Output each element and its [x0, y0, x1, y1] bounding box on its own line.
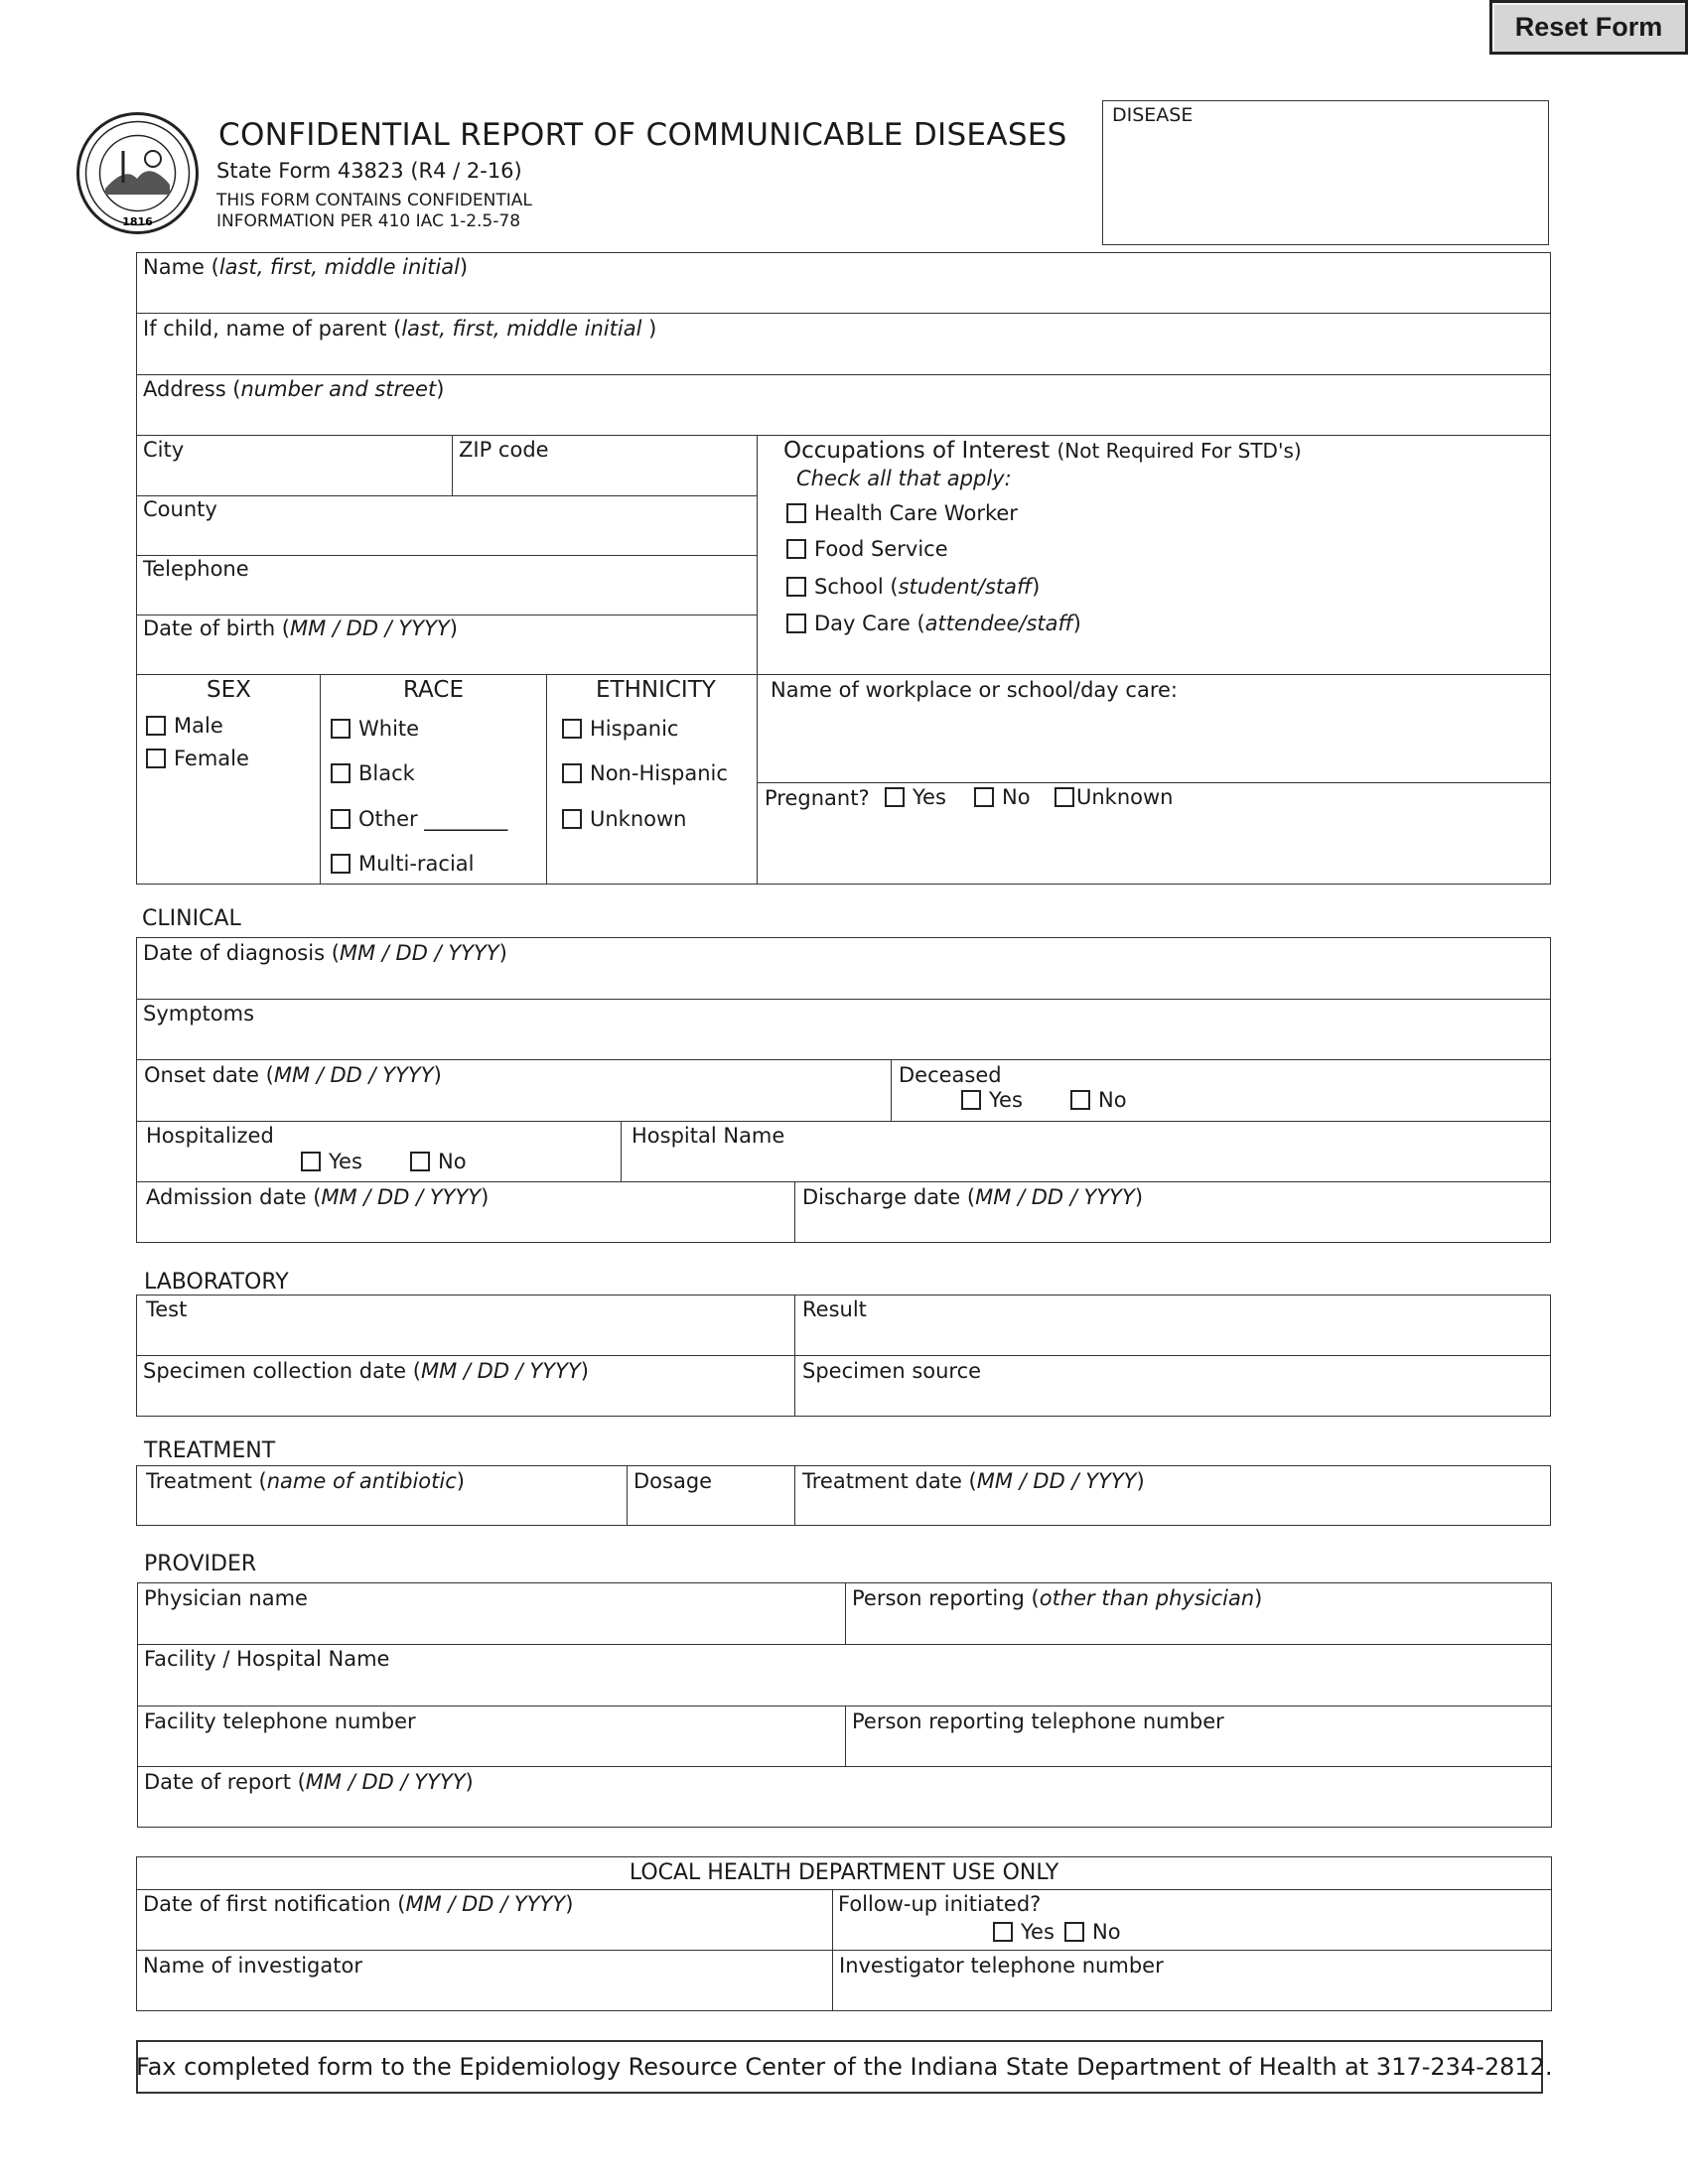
occupation-school[interactable]: School (student/staff) — [786, 575, 1040, 599]
specimen-source-label: Specimen source — [802, 1359, 982, 1383]
followup-yes-option[interactable]: Yes — [993, 1920, 1055, 1944]
local-health-header: LOCAL HEALTH DEPARTMENT USE ONLY — [629, 1860, 1059, 1885]
report-date-input[interactable] — [139, 1768, 1550, 1826]
diagnosis-date-label: Date of diagnosis (MM / DD / YYYY) — [143, 941, 507, 965]
hospitalized-yes-option[interactable]: Yes — [301, 1150, 362, 1173]
hospitalized-no-option[interactable]: No — [410, 1150, 467, 1173]
admission-date-input[interactable] — [137, 1183, 792, 1241]
discharge-date-input[interactable] — [796, 1183, 1549, 1241]
race-header: RACE — [403, 677, 464, 703]
race-white-option[interactable]: White — [331, 717, 419, 741]
provider-section-title: PROVIDER — [144, 1552, 257, 1576]
checkbox-icon[interactable] — [146, 749, 166, 768]
pregnant-unknown-option[interactable]: Unknown — [1055, 785, 1173, 809]
test-label: Test — [146, 1297, 188, 1321]
person-reporting-input[interactable] — [847, 1584, 1550, 1642]
parent-name-input[interactable] — [137, 315, 1549, 372]
checkbox-icon[interactable] — [331, 809, 351, 829]
physician-name-label: Physician name — [144, 1586, 308, 1610]
specimen-source-input[interactable] — [796, 1357, 1549, 1415]
treatment-date-input[interactable] — [796, 1467, 1549, 1524]
first-notification-label: Date of first notification (MM / DD / YYYY) — [143, 1892, 574, 1916]
treatment-date-label: Treatment date (MM / DD / YYYY) — [802, 1469, 1145, 1493]
sex-header: SEX — [207, 677, 251, 703]
checkbox-icon[interactable] — [786, 614, 806, 633]
investigator-name-label: Name of investigator — [143, 1954, 362, 1978]
reporter-phone-label: Person reporting telephone number — [852, 1709, 1224, 1733]
hospitalized-label: Hospitalized — [146, 1124, 274, 1148]
checkbox-icon[interactable] — [1055, 787, 1074, 807]
occupation-day-care[interactable]: Day Care (attendee/staff) — [786, 612, 1081, 635]
pregnant-yes-option[interactable]: Yes — [885, 785, 946, 809]
investigator-name-input[interactable] — [137, 1952, 830, 2009]
dob-label: Date of birth (MM / DD / YYYY) — [143, 616, 458, 640]
confidential-note-1: THIS FORM CONTAINS CONFIDENTIAL — [216, 191, 532, 210]
checkbox-icon[interactable] — [1070, 1090, 1090, 1110]
physician-name-input[interactable] — [139, 1584, 843, 1642]
specimen-collection-label: Specimen collection date (MM / DD / YYYY) — [143, 1359, 589, 1383]
address-label: Address (number and street) — [143, 377, 445, 401]
county-input[interactable] — [137, 497, 755, 554]
ethnicity-hispanic-option[interactable]: Hispanic — [562, 717, 678, 741]
parent-name-label: If child, name of parent (last, first, middle initial ) — [143, 317, 657, 341]
hospital-name-label: Hospital Name — [632, 1124, 785, 1148]
address-input[interactable] — [137, 376, 1549, 434]
form-title: CONFIDENTIAL REPORT OF COMMUNICABLE DISEASES — [218, 117, 1067, 153]
result-label: Result — [802, 1297, 867, 1321]
dosage-label: Dosage — [633, 1469, 713, 1493]
followup-no-option[interactable]: No — [1064, 1920, 1121, 1944]
facility-phone-input[interactable] — [139, 1707, 843, 1764]
treatment-section-title: TREATMENT — [144, 1438, 276, 1463]
county-label: County — [143, 497, 217, 521]
state-seal-icon — [75, 111, 200, 235]
checkbox-icon[interactable] — [786, 503, 806, 523]
checkbox-icon[interactable] — [786, 577, 806, 597]
admission-date-label: Admission date (MM / DD / YYYY) — [146, 1185, 490, 1209]
investigator-phone-label: Investigator telephone number — [839, 1954, 1164, 1978]
specimen-collection-input[interactable] — [137, 1357, 792, 1415]
report-date-label: Date of report (MM / DD / YYYY) — [144, 1770, 474, 1794]
symptoms-input[interactable] — [137, 1001, 1549, 1058]
seal-year: 1816 — [122, 215, 153, 228]
race-black-option[interactable]: Black — [331, 761, 415, 785]
checkbox-icon[interactable] — [562, 719, 582, 739]
occupation-health-care-worker[interactable]: Health Care Worker — [786, 501, 1018, 525]
test-input[interactable] — [137, 1297, 792, 1354]
treatment-label: Treatment (name of antibiotic) — [146, 1469, 465, 1493]
treatment-input[interactable] — [137, 1467, 625, 1524]
race-other-option[interactable]: Other ________ — [331, 807, 507, 831]
hospital-name-input[interactable] — [623, 1123, 1549, 1180]
workplace-input[interactable] — [759, 705, 1549, 780]
checkbox-icon[interactable] — [331, 854, 351, 874]
sex-female-option[interactable]: Female — [146, 747, 249, 770]
occupations-title: Occupations of Interest (Not Required For STD's) — [783, 438, 1302, 464]
checkbox-icon[interactable] — [1064, 1922, 1084, 1942]
disease-label: DISEASE — [1112, 104, 1194, 126]
checkbox-icon[interactable] — [331, 719, 351, 739]
ethnicity-header: ETHNICITY — [596, 677, 716, 703]
pregnant-no-option[interactable]: No — [974, 785, 1031, 809]
checkbox-icon[interactable] — [974, 787, 994, 807]
form-id: State Form 43823 (R4 / 2-16) — [216, 159, 522, 183]
workplace-label: Name of workplace or school/day care: — [771, 678, 1178, 702]
confidential-note-2: INFORMATION PER 410 IAC 1-2.5-78 — [216, 211, 521, 231]
deceased-yes-option[interactable]: Yes — [961, 1088, 1023, 1112]
facility-phone-label: Facility telephone number — [144, 1709, 416, 1733]
ethnicity-non-hispanic-option[interactable]: Non-Hispanic — [562, 761, 728, 785]
zip-input[interactable] — [454, 437, 756, 494]
discharge-date-label: Discharge date (MM / DD / YYYY) — [802, 1185, 1144, 1209]
person-reporting-label: Person reporting (other than physician) — [852, 1586, 1263, 1610]
checkbox-icon[interactable] — [331, 763, 351, 783]
checkbox-icon[interactable] — [146, 716, 166, 736]
checkbox-icon[interactable] — [786, 539, 806, 559]
zip-label: ZIP code — [459, 438, 549, 462]
deceased-label: Deceased — [899, 1063, 1002, 1087]
pregnant-label: Pregnant? — [765, 786, 870, 810]
facility-name-input[interactable] — [139, 1646, 1550, 1704]
deceased-no-option[interactable]: No — [1070, 1088, 1127, 1112]
first-notification-input[interactable] — [137, 1891, 830, 1949]
reporter-phone-input[interactable] — [847, 1707, 1550, 1764]
name-label: Name (last, first, middle initial) — [143, 255, 469, 279]
followup-label: Follow-up initiated? — [838, 1892, 1042, 1916]
ethnicity-unknown-option[interactable]: Unknown — [562, 807, 686, 831]
onset-date-input[interactable] — [137, 1061, 889, 1119]
symptoms-label: Symptoms — [143, 1002, 255, 1025]
onset-date-label: Onset date (MM / DD / YYYY) — [144, 1063, 442, 1087]
race-multiracial-option[interactable]: Multi-racial — [331, 852, 475, 876]
occupations-instruction: Check all that apply: — [796, 467, 1012, 490]
result-input[interactable] — [796, 1297, 1549, 1354]
checkbox-icon[interactable] — [885, 787, 905, 807]
clinical-section-title: CLINICAL — [142, 906, 241, 931]
laboratory-section-title: LABORATORY — [144, 1270, 289, 1295]
dob-input[interactable] — [137, 616, 755, 673]
dosage-input[interactable] — [629, 1467, 792, 1524]
telephone-label: Telephone — [143, 557, 249, 581]
facility-name-label: Facility / Hospital Name — [144, 1647, 390, 1671]
checkbox-icon[interactable] — [410, 1152, 430, 1171]
checkbox-icon[interactable] — [562, 809, 582, 829]
sex-male-option[interactable]: Male — [146, 714, 223, 738]
checkbox-icon[interactable] — [993, 1922, 1013, 1942]
occupation-food-service[interactable]: Food Service — [786, 537, 948, 561]
reset-form-button[interactable]: Reset Form — [1489, 0, 1688, 55]
city-input[interactable] — [137, 437, 450, 494]
checkbox-icon[interactable] — [961, 1090, 981, 1110]
checkbox-icon[interactable] — [562, 763, 582, 783]
telephone-input[interactable] — [137, 557, 755, 614]
name-input[interactable] — [137, 254, 1549, 312]
fax-notice: Fax completed form to the Epidemiology Resource Center of the Indiana State Department of Health at 317-234-2812. — [136, 2053, 1553, 2081]
diagnosis-date-input[interactable] — [137, 939, 1549, 997]
city-label: City — [143, 438, 185, 462]
investigator-phone-input[interactable] — [834, 1952, 1550, 2009]
checkbox-icon[interactable] — [301, 1152, 321, 1171]
